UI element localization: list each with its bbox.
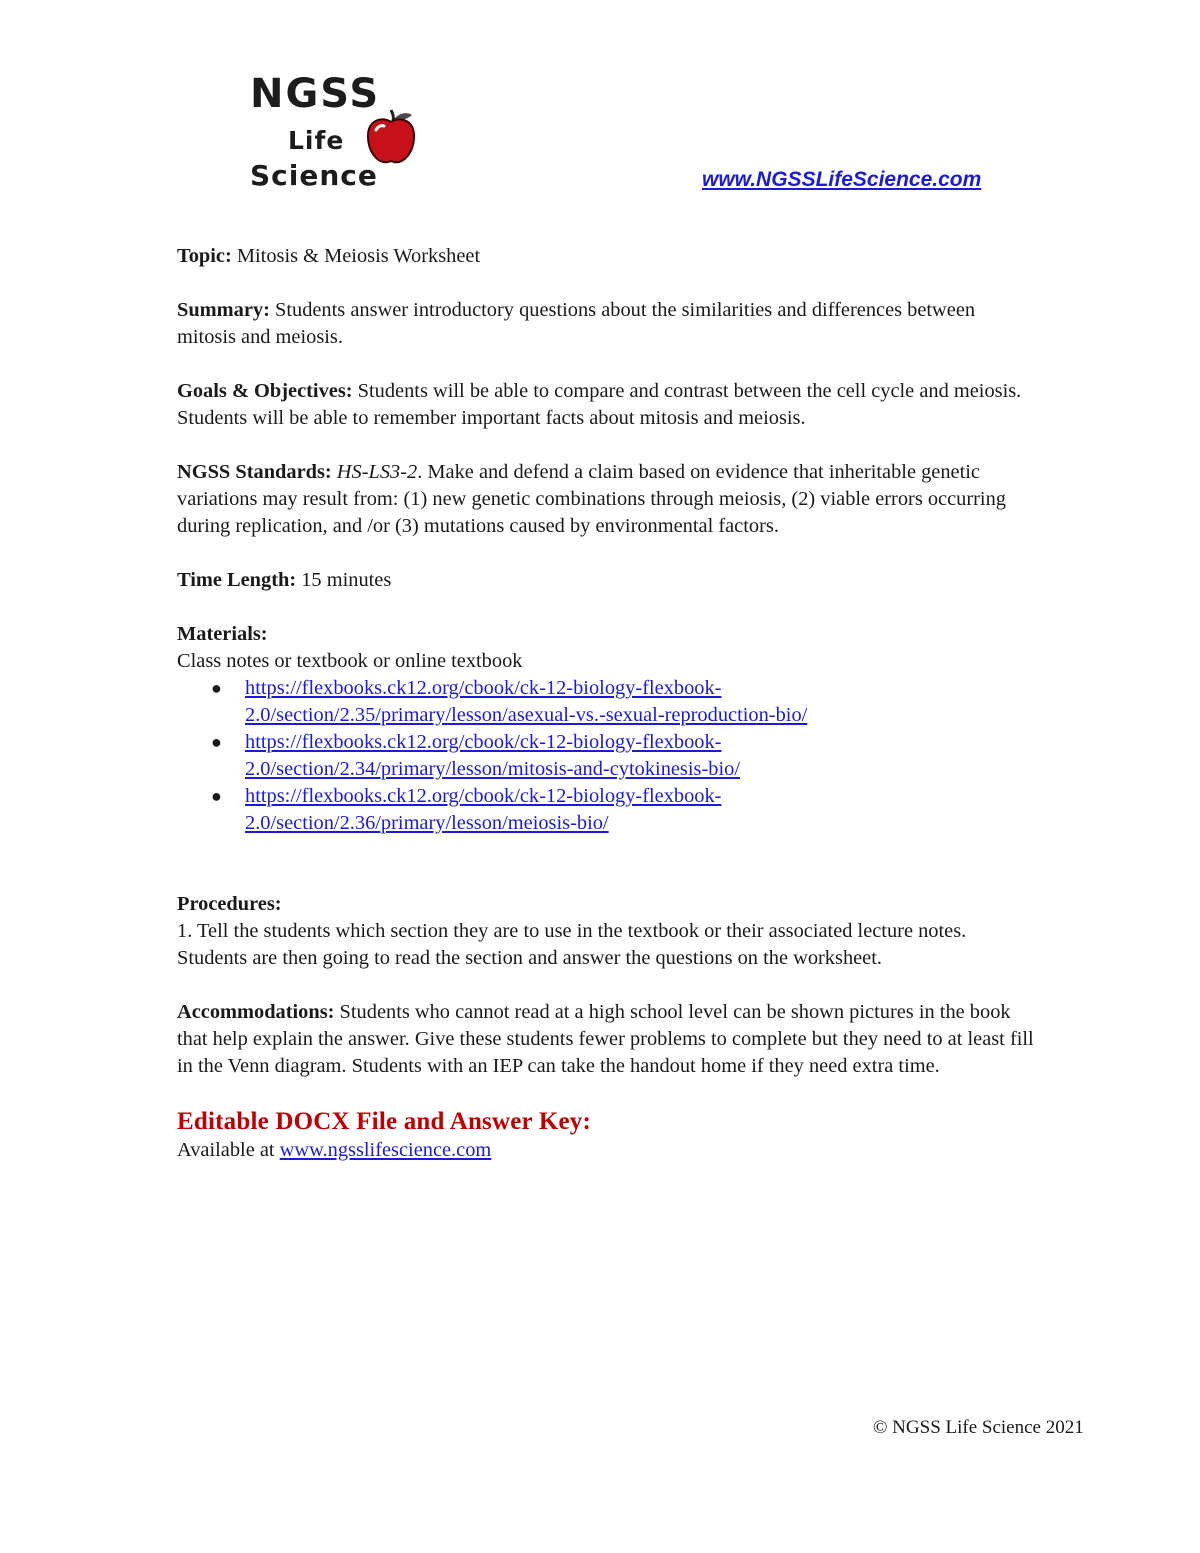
- materials-link-3[interactable]: https://flexbooks.ck12.org/cbook/ck-12-biology-flexbook- 2.0/section/2.36/primary/lesson/meiosis-bio/: [245, 785, 722, 834]
- procedures-label: Procedures:: [177, 893, 282, 915]
- document-body: [177, 243, 1037, 1164]
- editable-heading: Editable DOCX File and Answer Key:: [177, 1108, 591, 1135]
- goals-text: Students will be able to compare and contrast between the cell cycle and meiosis. Students will be able to remember important facts about mitosis and meiosis.: [177, 380, 1022, 429]
- accommodations-label: Accommodations:: [177, 1001, 335, 1023]
- site-link[interactable]: www.NGSSLifeScience.com: [702, 168, 982, 191]
- available-link[interactable]: www.ngsslifescience.com: [279, 1139, 492, 1161]
- bullet-icon: ●: [211, 678, 222, 698]
- materials-list: [177, 675, 1037, 837]
- goals-label: Goals & Objectives:: [177, 380, 353, 402]
- logo-line-2: Life: [288, 126, 345, 155]
- procedures-text: 1. Tell the students which section they are to use in the textbook or their associated lecture notes. Students are then going to read the section and answer the questions on the worksheet.: [177, 920, 967, 969]
- list-item: [211, 783, 1037, 837]
- time-length-label: Time Length:: [177, 569, 297, 591]
- topic-paragraph: [177, 243, 1037, 270]
- standards-text: . Make and defend a claim based on evidence that inheritable genetic variations may result from: (1) new genetic combinations through meiosis, (2) viable errors occurring during replication, and /or (3) mutations caused by environmental factors.: [177, 461, 1006, 537]
- accommodations-text: Students who cannot read at a high school level can be shown pictures in the book that help explain the answer. Give these students fewer problems to complete but they need to at least fill in the Venn diagram. Students with an IEP can take the handout home if they need extra time.: [177, 1001, 1034, 1077]
- available-prefix: Available at: [177, 1139, 280, 1161]
- standards-label: NGSS Standards:: [177, 461, 332, 483]
- list-item: [211, 675, 1037, 729]
- materials-link-1[interactable]: https://flexbooks.ck12.org/cbook/ck-12-biology-flexbook- 2.0/section/2.35/primary/lesson/asexual-vs.-sexual-reproduction-bio/: [245, 677, 808, 726]
- standards-paragraph: [177, 459, 1037, 540]
- topic-label: Topic:: [177, 245, 232, 267]
- summary-label: Summary:: [177, 299, 270, 321]
- materials-link-2[interactable]: https://flexbooks.ck12.org/cbook/ck-12-biology-flexbook- 2.0/section/2.34/primary/lesson/mitosis-and-cytokinesis-bio/: [245, 731, 740, 780]
- bullet-icon: ●: [211, 732, 222, 752]
- accommodations-paragraph: [177, 999, 1037, 1080]
- time-length-text: 15 minutes: [296, 569, 392, 591]
- available-line: [177, 1137, 1037, 1164]
- summary-text: Students answer introductory questions about the similarities and differences between mitosis and meiosis.: [177, 299, 976, 348]
- materials-intro: Class notes or textbook or online textbook: [177, 650, 523, 672]
- goals-paragraph: [177, 378, 1037, 432]
- apple-icon: [364, 106, 418, 168]
- standards-code: HS-LS3-2: [331, 461, 418, 483]
- summary-paragraph: [177, 297, 1037, 351]
- logo: [246, 66, 418, 196]
- bullet-icon: ●: [211, 786, 222, 806]
- materials-label: Materials:: [177, 623, 268, 645]
- logo-line-1: NGSS: [250, 71, 381, 117]
- copyright: © NGSS Life Science 2021: [873, 1417, 1084, 1438]
- list-item: [211, 729, 1037, 783]
- time-length-paragraph: [177, 567, 1037, 594]
- logo-line-3: Science: [250, 159, 378, 192]
- topic-text: Mitosis & Meiosis Worksheet: [231, 245, 481, 267]
